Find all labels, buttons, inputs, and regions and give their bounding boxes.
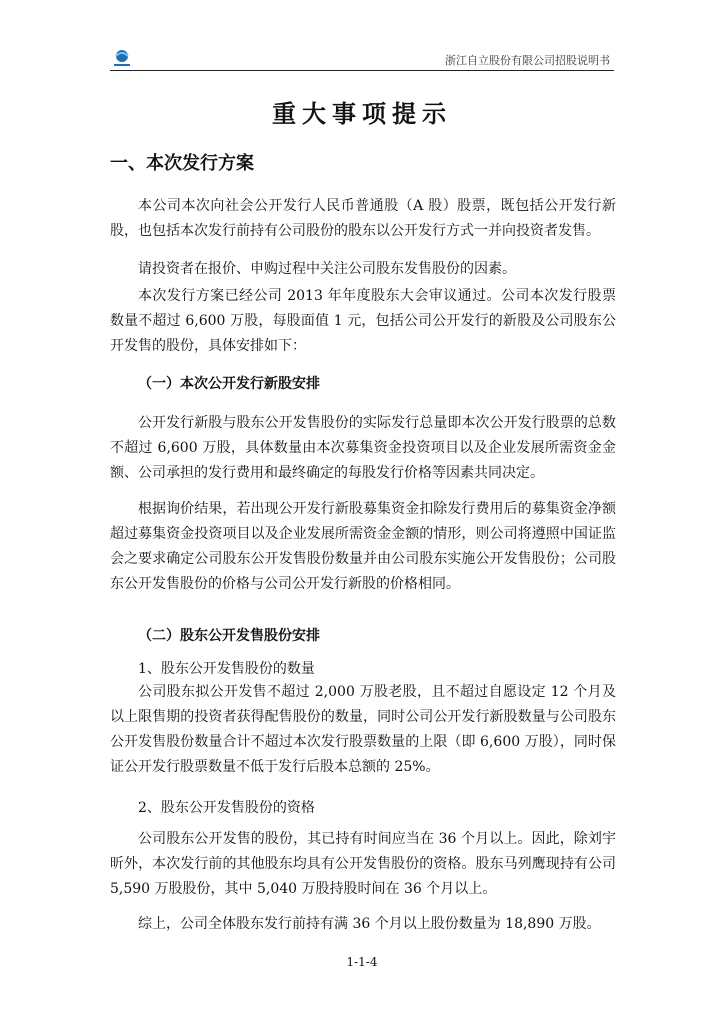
paragraph: 本公司本次向社会公开发行人民币普通股（A 股）股票，既包括公开发行新股，也包括本次发行前持有公司股份的股东以公开发行方式一并向投资者发售。	[110, 198, 616, 239]
page-header	[110, 48, 614, 71]
company-logo-icon	[110, 48, 134, 68]
paragraph: 公开发行新股与股东公开发售股份的实际发行总量即本次公开发行股票的总数不超过 6,600 万股，具体数量由本次募集资金投资项目以及企业发展所需资金金额、公司承担的发行费用和最终确定的每股发行价格等因素共同决定。	[110, 415, 616, 481]
paragraph: 本次发行方案已经公司 2013 年年度股东大会审议通过。公司本次发行股票数量不超过 6,600 万股，每股面值 1 元，包括公司公开发行的新股及公司股东公开发售的股份，具体安排如下：	[110, 288, 616, 354]
paragraph: 公司股东公开发售的股份，其已持有时间应当在 36 个月以上。因此，除刘宇昕外，本次发行前的其他股东均具有公开发售股份的资格。股东马列鹰现持有公司 5,590 万股股份，其中 5,040 万股持股时间在 36 个月以上。	[110, 831, 616, 897]
paragraph: 综上，公司全体股东发行前持有满 36 个月以上股份数量为 18,890 万股。	[138, 916, 601, 932]
list-item-heading: 1、股东公开发售股份的数量	[138, 661, 315, 677]
paragraph: 根据询价结果，若出现公开发行新股募集资金扣除发行费用后的募集资金净额超过募集资金投资项目以及企业发展所需资金金额的情形，则公司将遵照中国证监会之要求确定公司股东公开发售股份数量并由公司股东实施公开发售股份；公司股东公开发售股份的价格与公司公开发行新股的价格相同。	[110, 501, 616, 592]
subsection-heading: （二）股东公开发售股份安排	[138, 628, 320, 644]
paragraph: 公司股东拟公开发售不超过 2,000 万股老股，且不超过自愿设定 12 个月及以上限售期的投资者获得配售股份的数量，同时公司公开发行新股数量与公司股东公开发售股份数量合计不超过本次发行股票数量的上限（即 6,600 万股），同时保证公开发行股票数量不低于发行后股本总额的 25%。	[110, 684, 616, 775]
page-title: 重大事项提示	[272, 99, 452, 128]
list-item-heading: 2、股东公开发售股份的资格	[138, 800, 315, 816]
document-header-title: 浙江自立股份有限公司招股说明书	[445, 54, 610, 67]
page-number: 1-1-4	[346, 955, 378, 969]
paragraph: 请投资者在报价、申购过程中关注公司股东发售股份的因素。	[138, 261, 516, 277]
section-heading: 一、本次发行方案	[110, 153, 254, 174]
subsection-heading: （一）本次公开发行新股安排	[138, 376, 320, 392]
